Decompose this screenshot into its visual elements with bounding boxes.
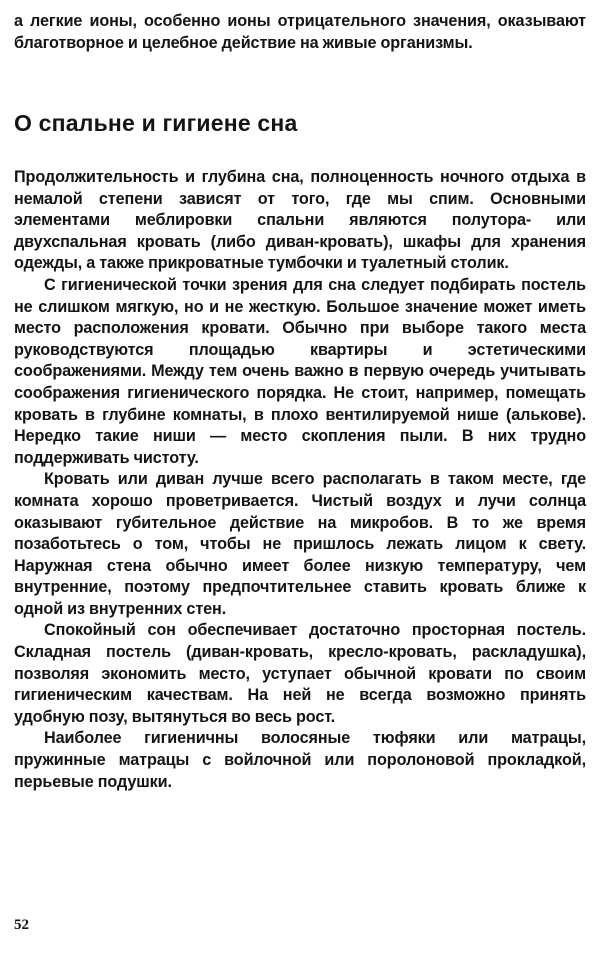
intro-paragraph: а легкие ионы, особенно ионы отрицательного значения, оказывают благотворное и целебное действие на живые организмы. (14, 12, 586, 52)
section-body (14, 167, 586, 793)
section-title: О спальне и гигиене сна (14, 110, 298, 136)
paragraph-2: С гигиенической точки зрения для сна следует подбирать постель не слишком мягкую, но и не жесткую. Большое значение может иметь место расположения кровати. Обычно при выборе такого места руководствуются площадью квартиры и эстетическими соображениями. Между тем очень важно в первую очередь учитывать соображения гигиенического порядка. Не стоит, например, помещать кровать в глубине комнаты, в плохо вентилируемой нише (алькове). Нередко такие ниши — место скопления пыли. В них трудно поддерживать чистоту. (14, 275, 586, 467)
page-number: 52 (14, 917, 29, 933)
book-page (14, 0, 586, 979)
paragraph-3: Кровать или диван лучше всего располагать в таком месте, где комната хорошо проветривается. Чистый воздух и лучи солнца оказывают губительное действие на микробов. В то же время позаботьтесь о том, чтобы не пришлось лежать лицом к свету. Наружная стена обычно имеет более низкую температуру, чем внутренние, поэтому предпочтительнее ставить кровать ближе к одной из внутренних стен. (14, 470, 586, 618)
paragraph-4: Спокойный сон обеспечивает достаточно просторная постель. Складная постель (диван-кровать, кресло-кровать, раскладушка), позволяя экономить место, уступает обычной кровати по своим гигиеническим качествам. На ней не всегда возможно принять удобную позу, вытянуться во весь рост. (14, 621, 586, 726)
paragraph-1: Продолжительность и глубина сна, полноценность ночного отдыха в немалой степени зависят от того, где мы спим. Основными элементами меблировки спальни являются полутора- или двухспальная кровать (либо диван-кровать), шкафы для хранения одежды, а также прикроватные тумбочки и туалетный столик. (14, 168, 586, 273)
paragraph-5: Наиболее гигиеничны волосяные тюфяки или матрацы, пружинные матрацы с войлочной или поролоновой прокладкой, перьевые подушки. (14, 729, 586, 791)
